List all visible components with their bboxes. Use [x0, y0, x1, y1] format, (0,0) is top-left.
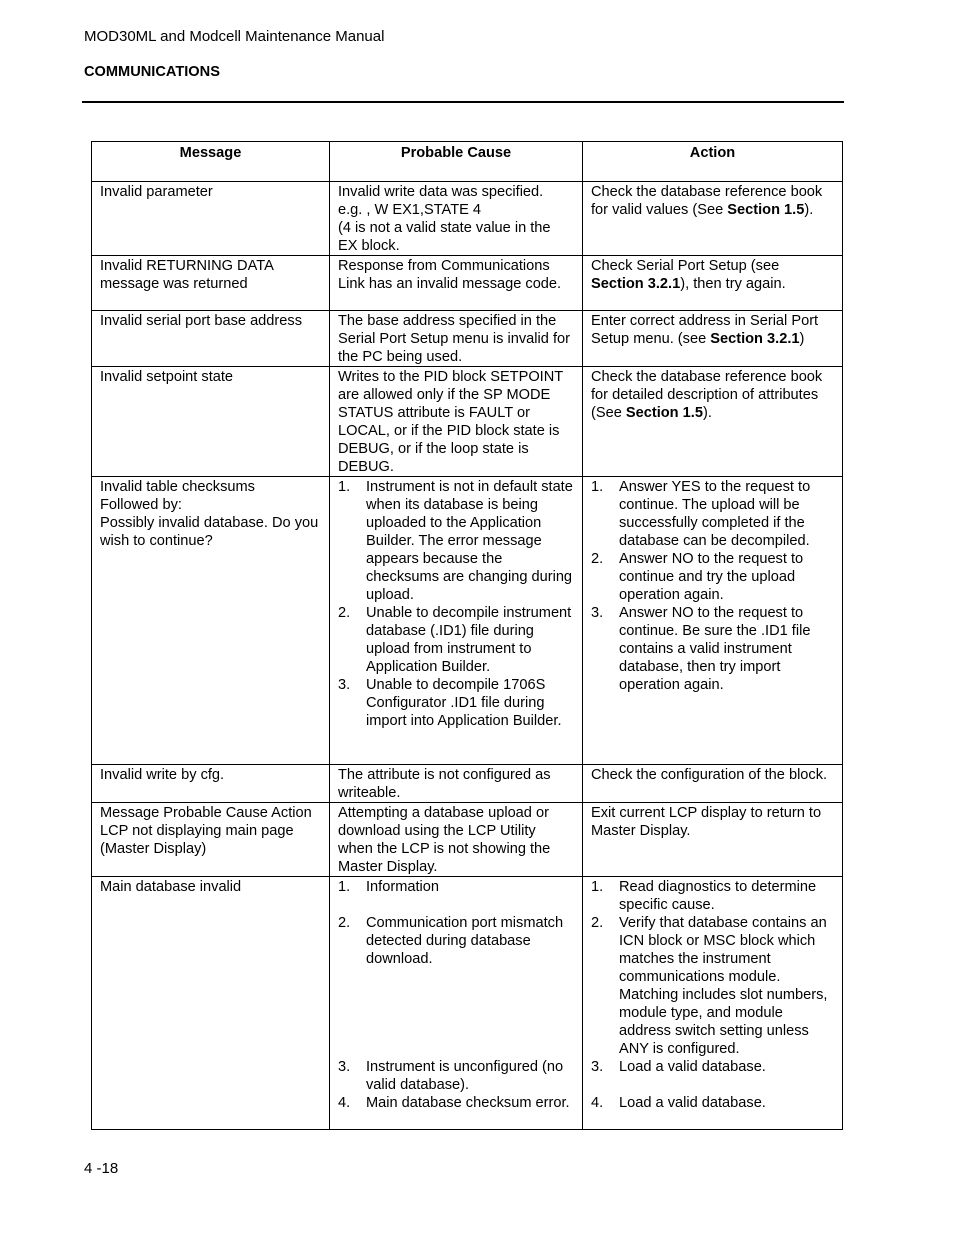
list-number: 1.: [338, 479, 351, 495]
list-text: Verify that database contains an ICN block or MSC block which matches the instrument communications module. Matching includes slot numbers, module type, and module address switch setting unless ANY is configured.: [619, 915, 828, 1057]
action-cell: [583, 311, 843, 367]
action-cell: [583, 367, 843, 477]
table-row: [92, 877, 843, 1130]
page-number: 4 -18: [84, 1160, 119, 1177]
table-row: [92, 477, 843, 765]
action-cell: [583, 877, 843, 1130]
action-cell: Exit current LCP display to return to Master Display.: [583, 803, 843, 877]
action-cell: Check the configuration of the block.: [583, 765, 843, 803]
list-item: [591, 914, 834, 1058]
list-text: Load a valid database.: [619, 1059, 766, 1075]
column-header-probable-cause: Probable Cause: [330, 142, 583, 182]
list-text: Answer NO to the request to continue. Be sure the .ID1 file contains a valid instrument database, then try import operation again.: [619, 605, 811, 693]
cause-cell: [330, 877, 583, 1130]
list-number: 1.: [591, 879, 604, 895]
cause-cell: Response from Communications Link has an invalid message code.: [330, 256, 583, 311]
list-text: Read diagnostics to determine specific cause.: [619, 879, 817, 913]
list-text: Answer YES to the request to continue. The upload will be successfully completed if the database can be decompiled.: [619, 479, 811, 549]
list-number: 3.: [338, 677, 351, 693]
action-cell: [583, 477, 843, 765]
section-title: COMMUNICATIONS: [84, 64, 220, 80]
action-text: Enter correct address in Serial Port Setup menu. (see: [591, 313, 819, 347]
message-cell: Invalid parameter: [92, 182, 330, 256]
list-number: 3.: [591, 1059, 604, 1075]
table-header-row: [92, 142, 843, 182]
list-item: [338, 1094, 574, 1112]
list-number: 2.: [591, 915, 604, 931]
cause-cell: Attempting a database upload or download using the LCP Utility when the LCP is not showing the Master Display.: [330, 803, 583, 877]
cause-list: [338, 478, 574, 730]
list-number: 4.: [338, 1095, 351, 1111]
section-reference: Section 1.5: [727, 202, 805, 218]
list-item: [338, 878, 574, 896]
list-spacer: [338, 896, 574, 914]
list-item: [591, 550, 834, 604]
list-item: [591, 478, 834, 550]
table-row: [92, 367, 843, 477]
list-text: Answer NO to the request to continue and try the upload operation again.: [619, 551, 804, 603]
list-text: Instrument is not in default state when its database is being uploaded to the Application Builder. The error message appears because the checksums are changing during upload.: [366, 479, 573, 603]
table-row: [92, 256, 843, 311]
cause-cell: Writes to the PID block SETPOINT are allowed only if the SP MODE STATUS attribute is FAULT or LOCAL, or if the PID block state is DEBUG, or if the loop state is DEBUG.: [330, 367, 583, 477]
list-number: 2.: [338, 915, 351, 931]
message-cell: Invalid table checksums Followed by: Possibly invalid database. Do you wish to continue?: [92, 477, 330, 765]
message-table: [91, 141, 843, 1130]
list-item: [338, 604, 574, 676]
list-spacer: [338, 968, 574, 1058]
table-row: [92, 765, 843, 803]
list-item: [591, 604, 834, 694]
section-reference: Section 3.2.1: [591, 276, 681, 292]
message-cell: Invalid write by cfg.: [92, 765, 330, 803]
header-rule: [82, 101, 844, 103]
message-cell: Invalid setpoint state: [92, 367, 330, 477]
table-row: [92, 182, 843, 256]
cause-cell: [330, 477, 583, 765]
action-text: Check Serial Port Setup (see: [591, 258, 780, 274]
list-text: Main database checksum error.: [366, 1095, 570, 1111]
message-cell: Invalid serial port base address: [92, 311, 330, 367]
list-number: 2.: [591, 551, 604, 567]
list-text: Information: [366, 879, 440, 895]
document-title: MOD30ML and Modcell Maintenance Manual: [84, 28, 385, 45]
list-number: 3.: [338, 1059, 351, 1075]
list-item: [338, 676, 574, 730]
table-row: [92, 803, 843, 877]
list-spacer: [591, 1076, 834, 1094]
list-text: Unable to decompile instrument database (.ID1) file during upload from instrument to Application Builder.: [366, 605, 572, 675]
message-cell: Main database invalid: [92, 877, 330, 1130]
list-number: 2.: [338, 605, 351, 621]
list-item: [591, 878, 834, 914]
list-item: [338, 1058, 574, 1094]
action-list: [591, 878, 834, 1112]
table-row: [92, 311, 843, 367]
list-number: 1.: [591, 479, 604, 495]
message-cell: Message Probable Cause Action LCP not displaying main page (Master Display): [92, 803, 330, 877]
list-number: 3.: [591, 605, 604, 621]
action-text-end: ): [799, 331, 805, 347]
action-cell: [583, 182, 843, 256]
section-reference: Section 1.5: [625, 405, 703, 421]
list-item: [338, 478, 574, 604]
column-header-message: Message: [92, 142, 330, 182]
column-header-action: Action: [583, 142, 843, 182]
action-cell: [583, 256, 843, 311]
list-item: [338, 914, 574, 968]
list-number: 4.: [591, 1095, 604, 1111]
action-text: Check the database reference book for valid values (See: [591, 184, 823, 218]
cause-list: [338, 878, 574, 1112]
action-text-end: ), then try again.: [680, 276, 786, 292]
cause-cell: The base address specified in the Serial Port Setup menu is invalid for the PC being used.: [330, 311, 583, 367]
action-text: Check the database reference book for detailed description of attributes (See: [591, 369, 823, 421]
section-reference: Section 3.2.1: [710, 331, 800, 347]
cause-cell: Invalid write data was specified. e.g. , W EX1,STATE 4 (4 is not a valid state value in the EX block.: [330, 182, 583, 256]
cause-cell: The attribute is not configured as writeable.: [330, 765, 583, 803]
action-text-end: ).: [804, 202, 814, 218]
message-cell: Invalid RETURNING DATA message was returned: [92, 256, 330, 311]
list-text: Unable to decompile 1706S Configurator .ID1 file during import into Application Builder.: [366, 677, 562, 729]
list-number: 1.: [338, 879, 351, 895]
list-text: Communication port mismatch detected during database download.: [366, 915, 564, 967]
list-text: Instrument is unconfigured (no valid database).: [366, 1059, 564, 1093]
list-item: [591, 1094, 834, 1112]
list-text: Load a valid database.: [619, 1095, 766, 1111]
action-text-end: ).: [702, 405, 712, 421]
list-item: [591, 1058, 834, 1076]
action-list: [591, 478, 834, 694]
